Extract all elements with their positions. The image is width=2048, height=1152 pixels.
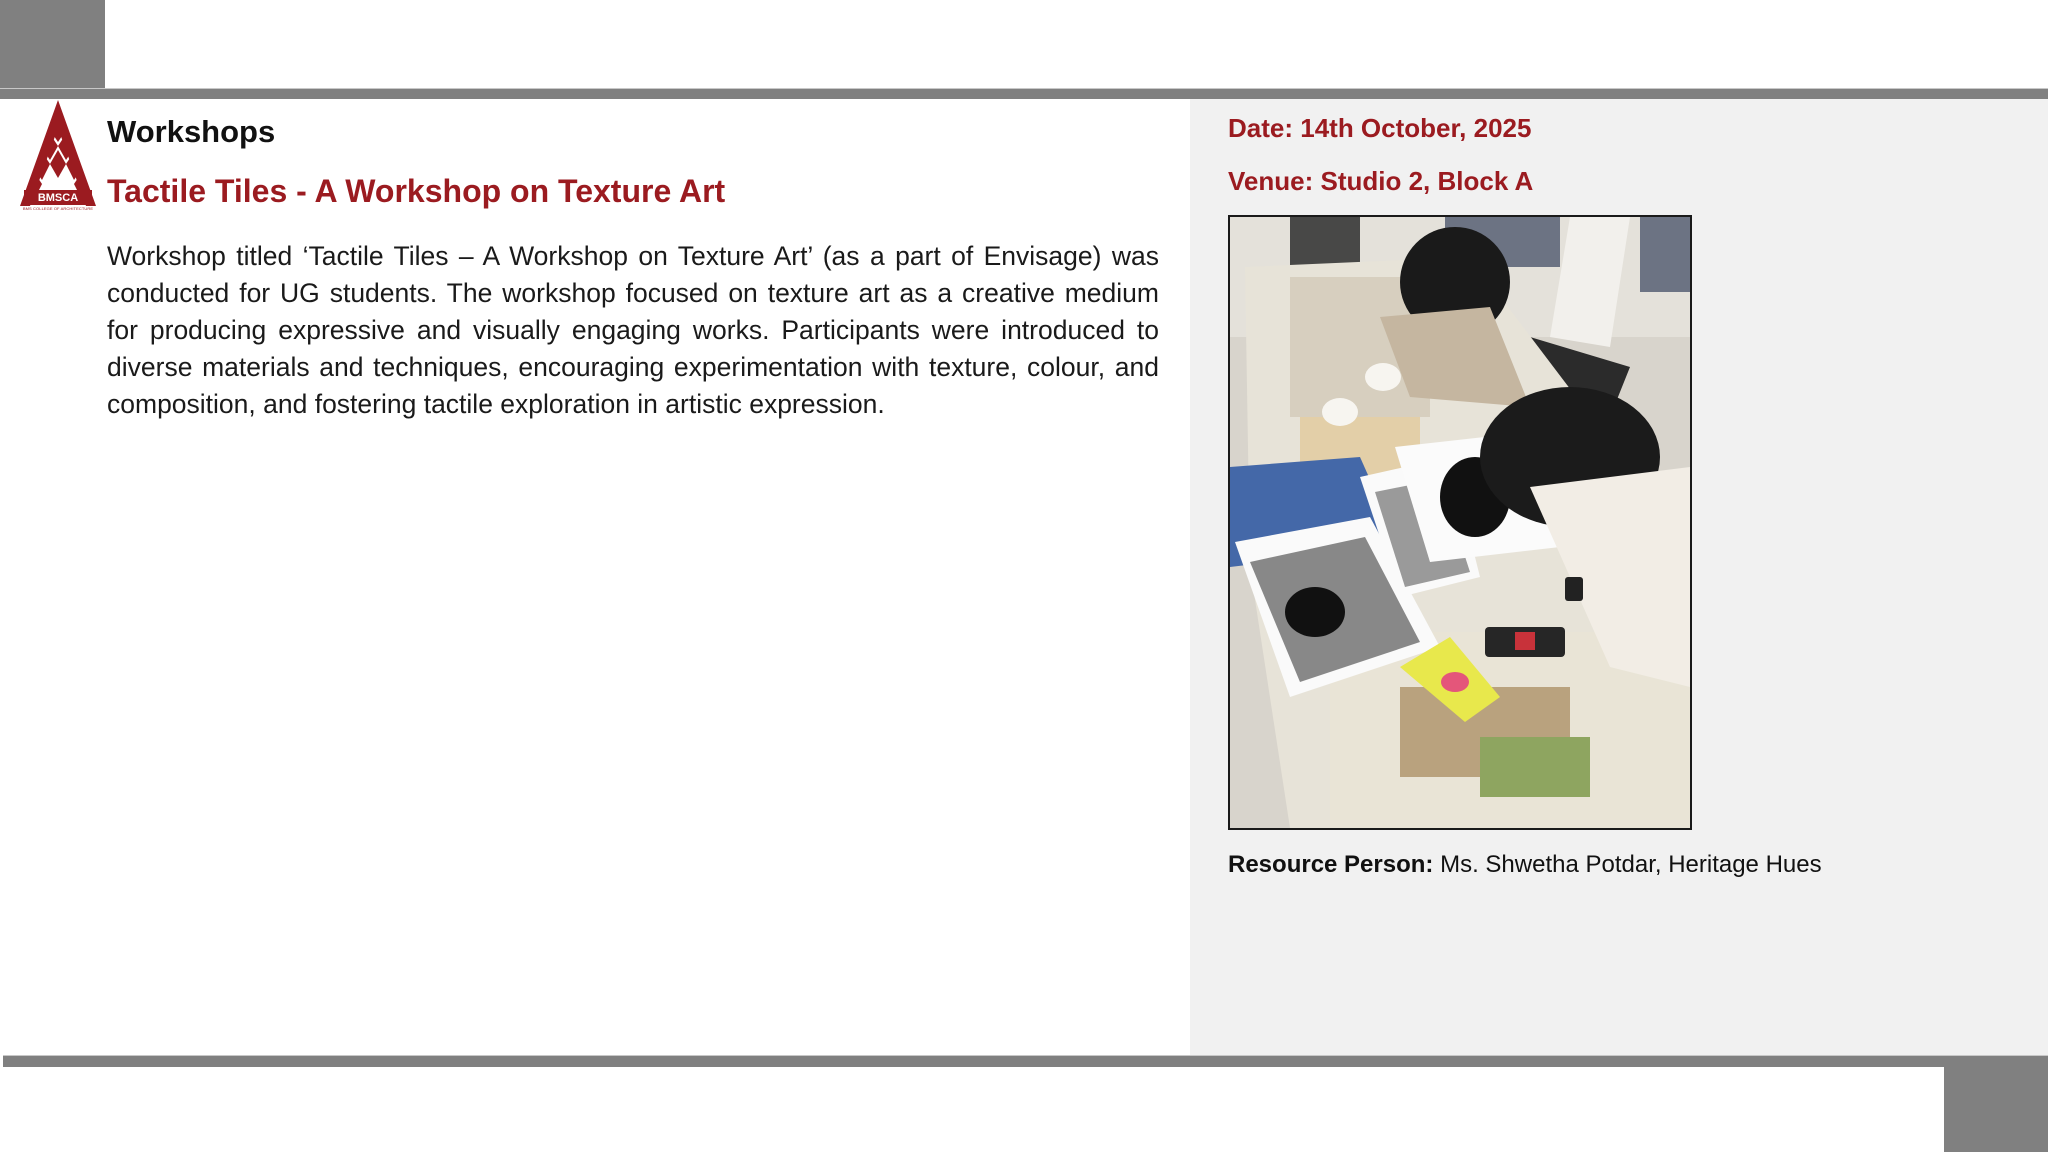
logo-acronym: BMSCA [37, 192, 79, 204]
workshop-photo-illustration [1230, 217, 1690, 828]
resource-person [1228, 851, 1822, 879]
resource-person-label: Resource Person: [1228, 851, 1434, 878]
bottom-right-grey-block [1944, 1067, 2048, 1152]
workshop-title: Tactile Tiles - A Workshop on Texture Art [107, 173, 726, 209]
top-divider-bar [0, 88, 2048, 99]
bmsca-logo [20, 100, 96, 215]
resource-person-value: Ms. Shwetha Potdar, Heritage Hues [1433, 851, 1822, 878]
bottom-divider-bar [3, 1055, 2048, 1067]
event-venue: Venue: Studio 2, Block A [1228, 166, 1534, 196]
top-left-grey-block [0, 0, 105, 88]
section-title: Workshops [107, 114, 276, 149]
event-date: Date: 14th October, 2025 [1228, 113, 1532, 143]
logo-full-name: BMS COLLEGE OF ARCHITECTURE [22, 206, 94, 211]
workshop-photo [1228, 215, 1692, 830]
workshop-description: Workshop titled ‘Tactile Tiles – A Workshop on Texture Art’ (as a part of Envisage) was conducted for UG students. The workshop focused on texture art as a creative medium for producing expressive and visually engaging works. Participants were introduced to diverse materials and techniques, encouraging experimentation with texture, colour, and composition, and fostering tactile exploration in artistic expression. [107, 241, 1159, 419]
